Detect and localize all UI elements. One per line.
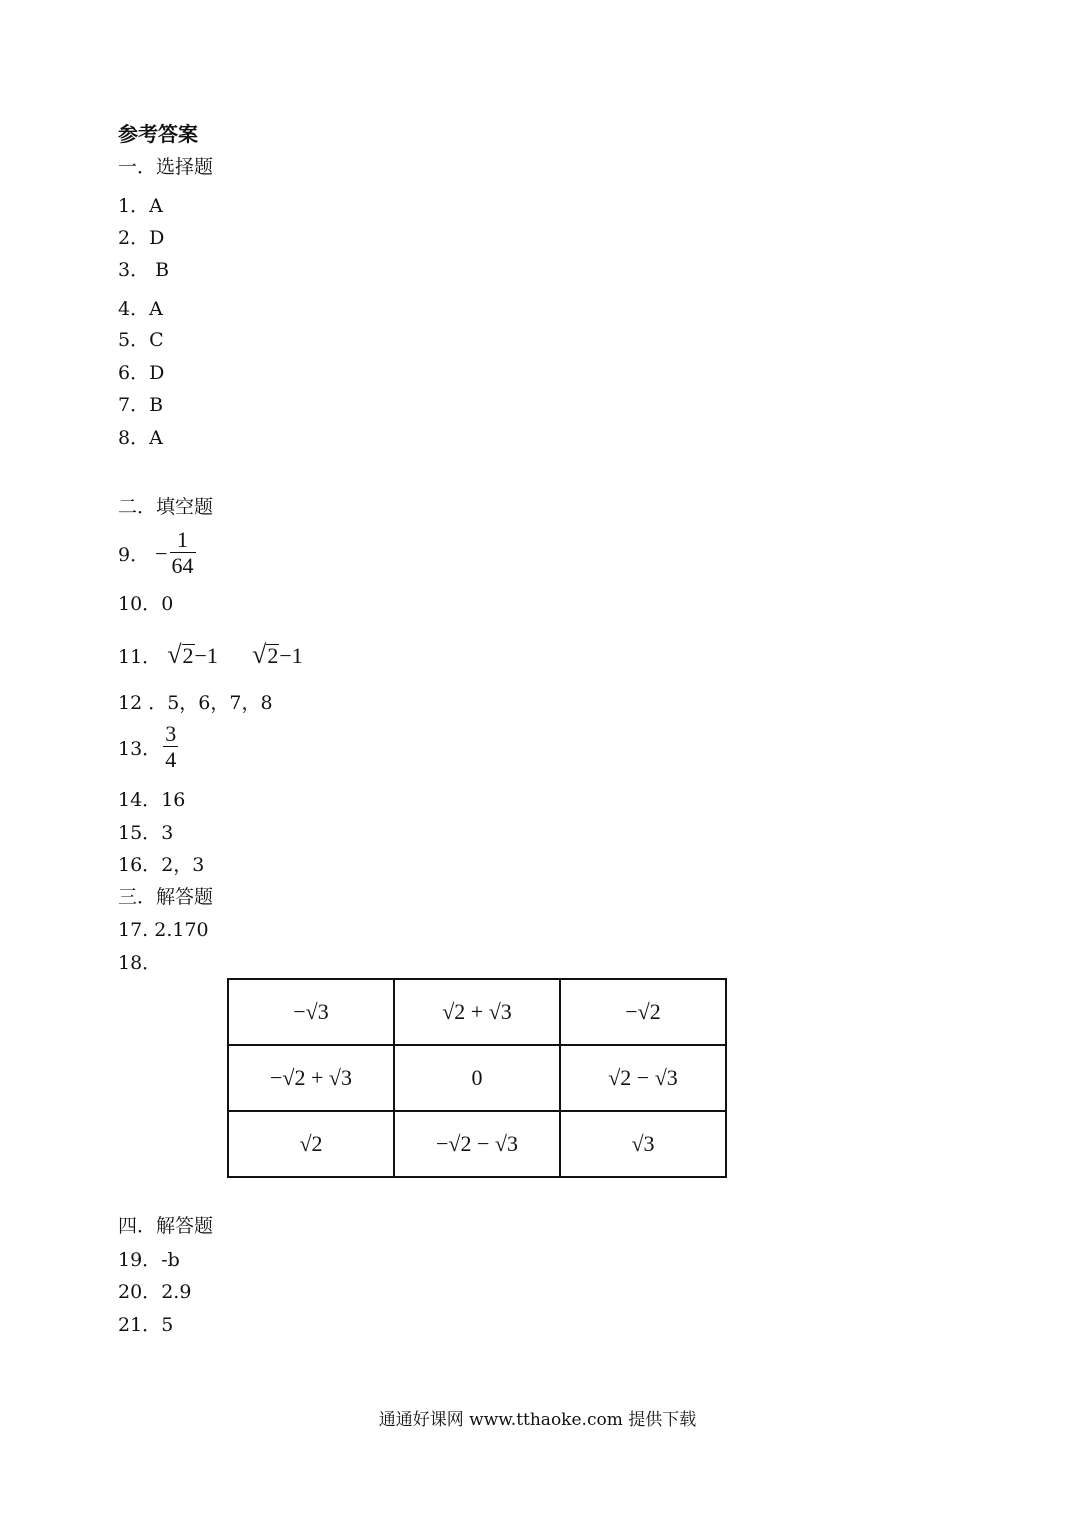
answer-17: 17. 2.170 — [118, 919, 209, 941]
table-row — [228, 1045, 726, 1111]
answer-6: 6．D — [118, 362, 165, 384]
answer-3: 3． B — [118, 259, 170, 281]
answer-21: 21．5 — [118, 1314, 174, 1336]
answer-14: 14．16 — [118, 789, 186, 811]
answer-4: 4．A — [118, 298, 163, 320]
table-cell: −√3 — [228, 979, 394, 1045]
table-cell: −√2 − √3 — [394, 1111, 560, 1177]
table-row — [228, 1111, 726, 1177]
page-title: 参考答案 — [118, 122, 198, 146]
answer-9: 9． − $\frac{1}{64}$ — [118, 527, 194, 578]
answer-19: 19．-b — [118, 1249, 180, 1271]
answer-16: 16．2，3 — [118, 854, 205, 876]
answer-15: 15．3 — [118, 822, 174, 844]
section-heading-choice: 一．选择题 — [118, 156, 214, 178]
answer-18-label: 18． — [118, 952, 162, 974]
answer-10: 10．0 — [118, 593, 174, 615]
table-cell: √3 — [560, 1111, 726, 1177]
section-heading-solve: 三．解答题 — [118, 886, 214, 908]
table-cell: 0 — [394, 1045, 560, 1111]
section-heading-solve-2: 四．解答题 — [118, 1215, 214, 1237]
answer-20: 20．2.9 — [118, 1281, 192, 1303]
answer-7: 7．B — [118, 394, 164, 416]
answer-5: 5．C — [118, 329, 164, 351]
section-heading-fill: 二．填空题 — [118, 496, 214, 518]
answer-11: 11． √ 2 −1 √ 2 −1 — [118, 640, 303, 669]
sqrt-expression: √ 2 — [167, 640, 194, 669]
answer-2: 2．D — [118, 227, 165, 249]
answer-8: 8．A — [118, 427, 163, 449]
answer-13: 13． $\frac{3}{4}$ — [118, 721, 177, 772]
table-cell: √2 — [228, 1111, 394, 1177]
answer-1: 1．A — [118, 195, 163, 217]
table-cell: √2 + √3 — [394, 979, 560, 1045]
sqrt-expression: √ 2 — [252, 640, 279, 669]
answer-12: 12 ．5，6，7，8 — [118, 692, 273, 714]
fraction-answer-13: $\frac{3}{4}$ — [165, 721, 177, 772]
table-cell: √2 − √3 — [560, 1045, 726, 1111]
fraction-answer-9: $\frac{1}{64}$ — [171, 527, 194, 578]
magic-square-table — [227, 978, 727, 1178]
page-footer: 通通好课网 www.tthaoke.com 提供下载 — [378, 1410, 697, 1430]
table-cell: −√2 — [560, 979, 726, 1045]
table-row — [228, 979, 726, 1045]
table-cell: −√2 + √3 — [228, 1045, 394, 1111]
